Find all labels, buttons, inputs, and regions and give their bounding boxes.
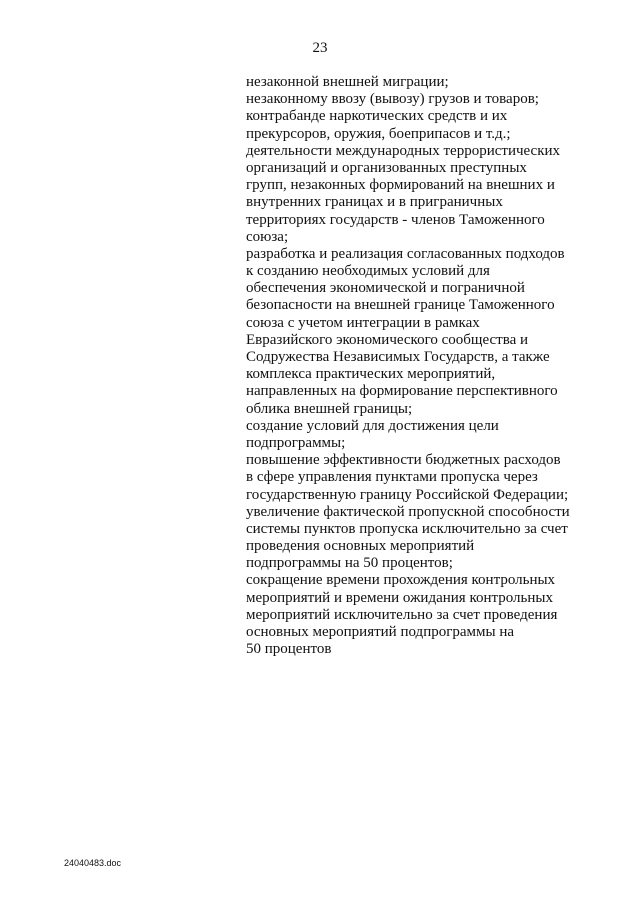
text-line: союза с учетом интеграции в рамках [246, 314, 480, 331]
text-line: групп, незаконных формирований на внешних и [246, 177, 555, 194]
text-line: союза; [246, 228, 289, 245]
footer-file-id: 24040483.doc [64, 858, 122, 868]
text-line: организаций и организованных преступных [246, 159, 527, 176]
text-line: незаконной внешней миграции; [246, 74, 449, 90]
text-line: незаконному ввозу (вывозу) грузов и товаров; [246, 91, 539, 108]
text-line: контрабанде наркотических средств и их [246, 108, 508, 125]
text-line: 50 процентов [246, 641, 332, 658]
text-line: основных мероприятий подпрограммы на [246, 624, 515, 640]
text-line: разработка и реализация согласованных подходов [246, 245, 565, 262]
text-line: мероприятий и времени ожидания контрольных [246, 589, 553, 606]
body-text [246, 74, 586, 658]
text-line: в сфере управления пунктами пропуска через [246, 469, 538, 486]
text-line: сокращение времени прохождения контрольных [246, 572, 556, 589]
text-line: мероприятий исключительно за счет проведения [246, 606, 558, 623]
text-line: к созданию необходимых условий для [246, 263, 490, 280]
text-line: облика внешней границы; [246, 400, 413, 417]
text-line: подпрограммы на 50 процентов; [246, 555, 453, 572]
text-line: деятельности международных террористических [246, 142, 561, 159]
text-line: безопасности на внешней границе Таможенного [246, 297, 555, 314]
text-line: Евразийского экономического сообщества и [246, 331, 529, 348]
text-line: системы пунктов пропуска исключительно за счет [246, 520, 568, 537]
text-line: обеспечения экономической и пограничной [246, 280, 525, 297]
text-line: комплекса практических мероприятий, [246, 366, 496, 383]
text-line: проведения основных мероприятий [246, 538, 475, 555]
text-line: увеличение фактической пропускной способности [246, 503, 570, 520]
text-line: создание условий для достижения цели [246, 417, 499, 434]
text-line: подпрограммы; [246, 434, 346, 451]
page-number: 23 [312, 40, 328, 56]
text-line: повышение эффективности бюджетных расходов [246, 452, 561, 469]
text-line: территориях государств - членов Таможенного [246, 211, 545, 228]
text-line: государственную границу Российской Федерации; [246, 486, 569, 503]
text-line: Содружества Независимых Государств, а также [246, 349, 550, 365]
text-line: направленных на формирование перспективного [246, 383, 558, 400]
text-line: внутренних границах и в приграничных [246, 194, 503, 211]
text-line: прекурсоров, оружия, боеприпасов и т.д.; [246, 125, 511, 142]
